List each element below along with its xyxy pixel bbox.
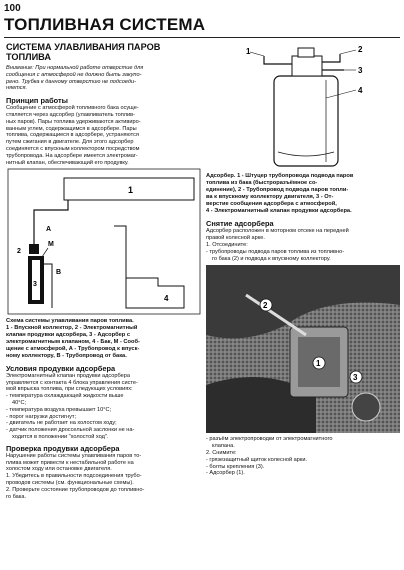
canister-window [32, 260, 40, 300]
check-line: 1. Убедитесь в правильности подсоединения трубо- [6, 473, 142, 480]
atmosphere-leader [42, 248, 48, 257]
left-column [6, 42, 202, 500]
label-canister: 3 [33, 281, 37, 289]
adsorber-body [274, 76, 338, 166]
principle-heading: Принцип работы [6, 96, 68, 106]
leader-1 [250, 52, 264, 56]
pipe-b-vertical [44, 264, 52, 308]
adsorber-caption-line: ва к впускному коллектору двигателя, 3 - От- [206, 193, 334, 200]
check-line: холостом ходу или остановке двигателя. [6, 466, 112, 473]
removal-heading: Снятие адсорбера [206, 219, 274, 229]
principle-line: ных паров). Пары топлива удерживаются активиро- [6, 118, 141, 125]
conditions-line: ходится в положении "холостой ход". [12, 433, 109, 440]
check-line: Нарушение работы системы улавливания паров то- [6, 452, 142, 459]
principle-line: нитный клапан, обеспечивающий его продувку. [6, 159, 129, 166]
removal-text [206, 228, 400, 262]
adsorber-illustration [206, 42, 400, 170]
conditions-line: - двигатель не работает на холостом ходу; [6, 420, 117, 427]
title-divider [4, 37, 400, 38]
scheme-caption-line: Схема системы улавливания паров топлива. [6, 318, 134, 325]
photo-label-1: 1 [316, 359, 321, 369]
leader-2 [340, 50, 356, 54]
label-pipe-b: B [56, 269, 62, 277]
chapter-title: ТОПЛИВНАЯ СИСТЕМА [4, 15, 206, 34]
conditions-line: - порог нагрузки достигнут; [6, 413, 77, 420]
conditions-line: 40°C; [12, 399, 27, 406]
principle-line: путем сжигания в двигателе. Для этого адсорбер [6, 139, 134, 146]
adsorber-caption-line: 4 - Электромагнитный клапан продувки адсорбера. [206, 207, 352, 214]
label-fitting-1: 1 [246, 47, 251, 56]
label-fuel-tank: 4 [164, 294, 169, 304]
adsorber-caption-line: верстие сообщения адсорбера с атмосферой, [206, 200, 337, 207]
conditions-line: мой впрыска топлива, при следующих условиях: [6, 386, 133, 393]
engine-bay-photo [206, 265, 400, 433]
attention-line: няется. [6, 85, 28, 92]
principle-line: ствляется через адсорбер (улавливатель топлив- [6, 111, 135, 118]
removal-line: 1. Отсоедините: [206, 242, 248, 249]
valve-connector [298, 48, 314, 57]
purge-valve [29, 244, 39, 254]
principle-line: ванным углем, содержащимся в адсорбере. Пары [6, 125, 137, 132]
label-fitting-2: 2 [358, 45, 363, 54]
conditions-line: управляется с контакта 4 блока управления систе- [6, 379, 138, 386]
conditions-line: Электромагнитный клапан продувки адсорбера [6, 372, 130, 379]
scheme-caption-line: 1 - Впускной коллектор, 2 - Электромагнитный [6, 325, 138, 332]
label-fitting-3: 3 [358, 66, 363, 75]
check-line: 2. Проверьте состояние трубопроводов до топливно- [6, 486, 145, 493]
label-intake-manifold: 1 [128, 185, 134, 196]
attention-line: Внимание: При нормальной работе отверстие для [6, 65, 144, 71]
adsorber-caption [206, 173, 400, 214]
adsorber-caption-line: единение), 2 - Трубопровод подвода паров топли- [206, 186, 349, 193]
photo-label-3: 3 [353, 373, 358, 383]
conditions-line: - температура охлаждающей жидкости выше [6, 393, 124, 400]
solenoid-valve [292, 56, 322, 76]
scheme-caption-line: клапан продувки адсорбера, 3 - Адсорбер с [6, 332, 131, 339]
label-atmosphere: M [48, 241, 54, 249]
principle-line: Сообщение с атмосферой топливного бака осуще- [6, 105, 139, 112]
photo-wheel-arch [352, 393, 380, 421]
vapor-system-scheme [6, 168, 202, 316]
attention-line: сообщения с атмосферой не должно быть закупо- [6, 71, 142, 78]
check-line: го бака. [6, 493, 27, 500]
removal-line: Адсорбер расположен в моторном отсеке на передней [206, 228, 349, 235]
removal-line: - трубопроводы подвода паров топлива из топливно- [206, 248, 345, 255]
scheme-caption [6, 318, 202, 359]
after-photo-text [206, 436, 400, 477]
pipe-b-tank [114, 226, 126, 278]
label-solenoid: 4 [358, 86, 363, 95]
principle-line: топлива, содержащиеся в адсорбере, устраняются [6, 132, 139, 139]
after-photo-line: - грязезащитный щиток колесной арки. [206, 456, 308, 463]
conditions-line: - температура воздуха превышает 10°C; [6, 406, 112, 413]
removal-line: го бака (2) и подвода к впускному коллектору. [212, 255, 331, 262]
adsorber-caption-line: Адсорбер. 1 - Штуцер трубопровода подвода паров [206, 173, 354, 179]
adsorber-caption-line: топлива из бака (быстроразъёмное со- [206, 179, 318, 186]
check-heading: Проверка продувки адсорбера [6, 443, 120, 453]
scheme-caption-line: щение с атмосферой, А - Трубопровод к впуск- [6, 345, 140, 352]
principle-line: соединяется с впускным коллектором посредством [6, 145, 140, 152]
page-number: 100 [4, 3, 21, 14]
section-title-line-1: СИСТЕМА УЛАВЛИВАНИЯ ПАРОВ [6, 42, 161, 52]
conditions-line: - датчик положения дроссельной заслонки не на- [6, 427, 135, 434]
check-line: проводов системы (см. функциональные схемы). [6, 479, 134, 486]
check-line: плива может привести к нестабильной работе на [6, 459, 134, 466]
after-photo-line: - болты крепления (3). [206, 463, 265, 470]
principle-line: трубопровода. На адсорбере имеется электромаг- [6, 152, 138, 159]
attention-line: рено. Трубка к данному отверстию не подсоеди- [6, 78, 136, 85]
scheme-caption-line: электромагнитным клапаном, 4 - Бак, М - Сооб- [6, 339, 140, 346]
attention-note [6, 65, 202, 92]
after-photo-line: клапана. [212, 443, 235, 450]
pipe-a [34, 200, 68, 244]
fuel-tank [126, 278, 184, 308]
check-text [6, 453, 202, 501]
photo-label-2: 2 [263, 301, 268, 311]
section-title-line-2: ТОПЛИВА [6, 52, 51, 62]
after-photo-line: - разъём электропроводки от электромагнитного [206, 436, 333, 443]
label-pipe-a: A [46, 226, 52, 234]
after-photo-line: 2. Снимите: [206, 450, 237, 457]
scheme-caption-line: ному коллектору, В - Трубопровод от бака. [6, 352, 127, 359]
principle-text [6, 105, 202, 166]
conditions-text [6, 373, 202, 441]
conditions-heading: Условия продувки адсорбера [6, 363, 116, 373]
label-purge-valve: 2 [17, 248, 21, 256]
right-column [206, 42, 400, 477]
after-photo-line: - Адсорбер (1). [206, 470, 245, 477]
fitting-1 [264, 56, 292, 64]
fitting-2 [322, 54, 340, 62]
removal-line: правой колесной арке. [206, 235, 265, 242]
